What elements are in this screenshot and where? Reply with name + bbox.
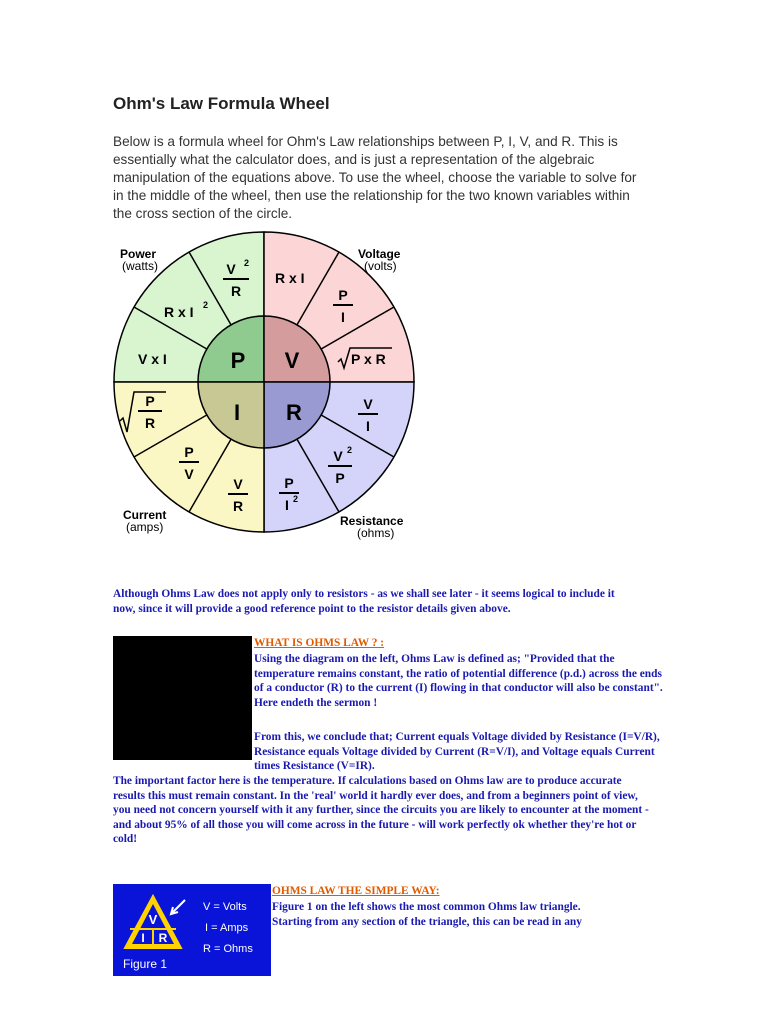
label-resistance-unit: (ohms)	[357, 526, 395, 540]
fig1-caption: Figure 1	[123, 957, 168, 971]
center-letter-i: I	[233, 400, 241, 425]
ohms-definition-paragraph: Using the diagram on the left, Ohms Law is defined as; "Provided that the temperature remains constant, the ratio of potential difference (p.d.) across the ends of a conductor (R) to the current (I) flowing in that conductor will also be constant". Here endeth the sermon !	[254, 653, 663, 709]
page-title: Ohm's Law Formula Wheel	[113, 94, 330, 113]
center-letter-v: V	[284, 348, 300, 373]
resistor-note: Although Ohms Law does not apply only to resistors - as we shall see later - it seems logical to include it now, since it will provide a good reference point to the resistor details given above.	[113, 588, 615, 615]
label-voltage: Voltage	[358, 247, 401, 261]
svg-text:R: R	[144, 415, 156, 431]
label-power: Power	[120, 247, 157, 261]
svg-text:V: V	[233, 476, 243, 492]
center-letter-p: P	[230, 348, 246, 373]
svg-text:I: I	[366, 418, 370, 434]
svg-text:V: V	[363, 396, 373, 412]
svg-text:V: V	[333, 448, 343, 464]
svg-text:V: V	[226, 261, 236, 277]
label-voltage-unit: (volts)	[364, 259, 397, 273]
temperature-paragraph: The important factor here is the temperature. If calculations based on Ohms law are to produce accurate results this must remain constant. In the 'real' world it hardly ever does, and from a beginners point of view, you need not concern yourself with it any further, since the circuits you are likely to encounter at the moment - and about 95% of all those you will come across in the future - will work perfectly ok whether they're hot or cold!	[113, 775, 649, 846]
label-current: Current	[123, 508, 167, 522]
triangle-v: V	[148, 912, 158, 927]
fig1-v-definition: V = Volts	[203, 901, 247, 913]
svg-text:2: 2	[293, 494, 299, 504]
svg-text:P: P	[145, 393, 155, 409]
svg-text:P: P	[284, 475, 294, 491]
triangle-r: R	[158, 931, 168, 945]
label-power-unit: (watts)	[122, 259, 158, 273]
intro-paragraph: Below is a formula wheel for Ohm's Law relationships between P, I, V, and R. This is essentially what the calculator does, and is just a representation of the algebraic manipulation of the equations above. To use the wheel, choose the variable to solve for in the middle of the wheel, then use the relationship for the two known variables within the cross section of the circle.	[113, 134, 637, 221]
formula-v-x-i: V x I	[138, 351, 167, 367]
svg-text:V: V	[184, 466, 194, 482]
ohms-law-formula-wheel	[100, 228, 430, 548]
ohms-conclusion-paragraph: From this, we conclude that; Current equals Voltage divided by Resistance (I=V/R), Resistance equals Voltage divided by Current (R=V/I), and Voltage equals Current times Resistance (V=IR).	[254, 731, 660, 773]
formula-r-x-i: R x I	[275, 270, 305, 286]
svg-text:P: P	[184, 444, 194, 460]
ohms-diagram-image	[113, 636, 252, 760]
svg-text:I: I	[285, 497, 289, 513]
svg-text:R x I: R x I	[164, 304, 194, 320]
simple-way-paragraph: Figure 1 on the left shows the most common Ohms law triangle. Starting from any section of the triangle, this can be read in any	[272, 901, 582, 928]
triangle-i: I	[141, 931, 145, 945]
simple-way-heading: OHMS LAW THE SIMPLE WAY:	[272, 885, 440, 897]
svg-text:I: I	[341, 309, 345, 325]
what-is-ohms-law-heading: WHAT IS OHMS LAW ? :	[254, 637, 385, 649]
label-resistance: Resistance	[340, 514, 404, 528]
arrow-icon	[171, 900, 185, 914]
label-current-unit: (amps)	[126, 520, 164, 534]
fig1-r-definition: R = Ohms	[203, 943, 253, 955]
svg-text:2: 2	[244, 258, 250, 268]
svg-text:2: 2	[203, 300, 209, 310]
fig1-i-definition: I = Amps	[205, 922, 249, 934]
svg-text:2: 2	[347, 445, 353, 455]
center-letter-r: R	[286, 400, 302, 425]
svg-text:P: P	[338, 287, 348, 303]
figure-1-ohms-triangle	[113, 884, 271, 976]
svg-text:P: P	[335, 470, 345, 486]
svg-text:P x R: P x R	[351, 351, 386, 367]
svg-text:R: R	[230, 283, 242, 299]
svg-text:R: R	[232, 498, 244, 514]
